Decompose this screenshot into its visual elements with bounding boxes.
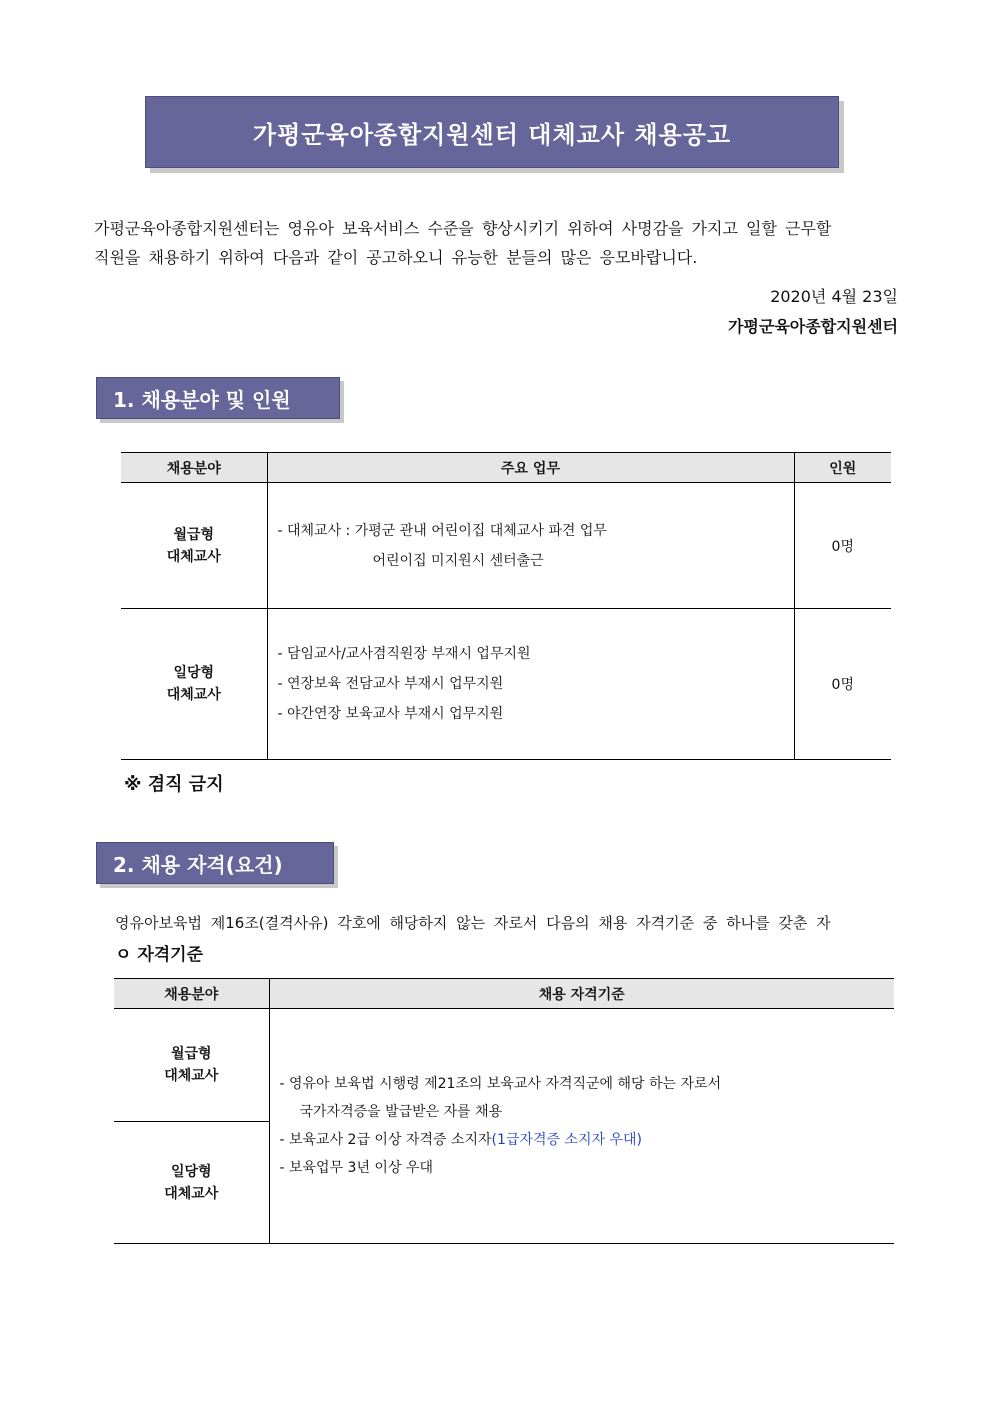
notice-date: 2020년 4월 23일 [770,287,898,306]
header-criteria: 채용 자격기준 [269,979,894,1009]
recruitment-table [121,452,891,760]
duty-line: - 대체교사 : 가평군 관내 어린이집 대체교사 파견 업무 [277,522,607,539]
category-line: 일당형 [170,1163,212,1180]
category-cell [114,1122,269,1244]
intro-text [94,214,894,272]
duty-line: 어린이집 미지원시 센터출근 [372,552,544,569]
criteria-line: 국가자격증을 발급받은 자를 채용 [299,1104,503,1120]
criteria-subheading: ㅇ 자격기준 [115,945,204,965]
duty-line: - 연장보육 전담교사 부재시 업무지원 [277,676,504,692]
category-line: 대체교사 [166,687,221,703]
header-count: 인원 [794,453,891,483]
category-line: 대체교사 [164,1068,219,1084]
count-cell: 0명 [794,609,891,760]
qualification-table [114,978,894,1244]
duty-cell [267,483,794,609]
category-line: 일당형 [173,665,215,681]
header-category: 채용분야 [121,453,267,483]
criteria-text: - 보육교사 2급 이상 자격증 소지자 [279,1132,492,1148]
intro-line-1: 가평군육아종합지원센터는 영유아 보육서비스 수준을 향상시키기 위하여 사명감을 가지고 일할 근무할 [94,219,832,238]
category-line: 대체교사 [164,1185,219,1202]
intro-line-2: 직원을 채용하기 위하여 다음과 같이 공고하오니 유능한 분들의 많은 응모바랍니다. [94,248,698,267]
criteria-cell [269,1009,894,1244]
category-line: 대체교사 [166,548,221,565]
table-row [121,609,891,760]
count-cell: 0명 [794,483,891,609]
category-line: 월급형 [173,526,215,543]
table-row [114,1009,894,1122]
section1-heading: 1. 채용분야 및 인원 [96,377,340,419]
duty-cell [267,609,794,760]
qualification-description: 영유아보육법 제16조(결격사유) 각호에 해당하지 않는 자로서 다음의 채용 자격기준 중 하나를 갖춘 자 [115,914,831,932]
category-cell [121,609,267,760]
category-cell [121,483,267,609]
duty-line: - 야간연장 보육교사 부재시 업무지원 [277,706,504,722]
criteria-line: - 영유아 보육법 시행령 제21조의 보육교사 자격직군에 해당 하는 자로서 [279,1076,722,1092]
dual-employment-note: ※ 겸직 금지 [124,774,224,795]
table-row [121,483,891,609]
section2-heading: 2. 채용 자격(요건) [96,842,334,884]
criteria-line [280,1126,894,1154]
category-cell [114,1009,269,1122]
page-title: 가평군육아종합지원센터 대체교사 채용공고 [145,96,839,168]
qualification-table-header [114,979,894,1009]
recruitment-table-header [121,453,891,483]
criteria-line: - 보육업무 3년 이상 우대 [279,1160,433,1176]
header-duty: 주요 업무 [267,453,794,483]
header-category: 채용분야 [114,979,269,1009]
category-line: 월급형 [170,1046,212,1062]
duty-line: - 담임교사/교사겸직원장 부재시 업무지원 [277,646,531,662]
preferred-note: (1급자격증 소지자 우대) [491,1132,642,1148]
organization-name: 가평군육아종합지원센터 [727,317,898,336]
